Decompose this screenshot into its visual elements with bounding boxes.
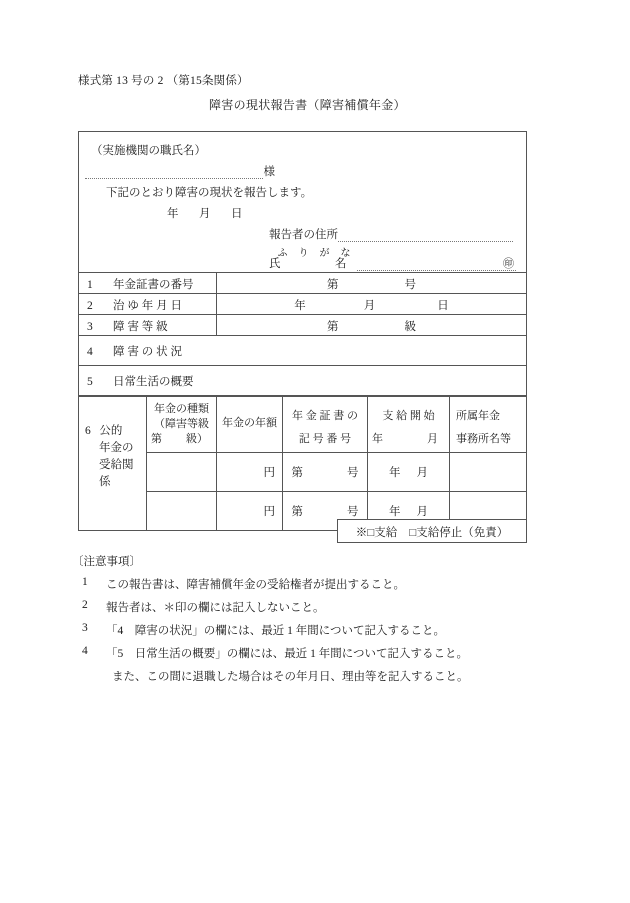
form-code: 様式第 13 号の 2 （第15条関係） [78,75,249,87]
pension-side-line-3: 受給関 [99,459,134,471]
pension-type-cell-2[interactable] [147,492,217,530]
row-2-label [79,294,216,314]
pension-certnum-cell-2[interactable]: 第 号 [283,492,368,530]
note-4-text: 「5 日常生活の概要」の欄には、最近 1 年間について記入すること。 [106,648,469,660]
asterisk-mark: ※ [355,527,368,539]
row-3-label-text: 障 害 等 級 [113,321,168,333]
seal-icon: ㊞ [503,258,514,270]
name-label-char-1: 氏 [269,258,281,270]
name-label-char-2: 名 [335,258,347,270]
row-2-value-a: 年 [294,300,306,312]
agency-name-label: （実施機関の職氏名） [91,145,206,157]
row-2-label-text: 治 ゆ 年 月 日 [113,300,182,312]
note-2-text: 報告者は、＊印の欄には記入しないこと。 [106,602,325,614]
date-month-label: 月 [199,208,211,220]
row-2-value[interactable] [216,294,526,314]
row-5-value[interactable] [216,366,526,395]
table-row [79,336,526,366]
list-item [72,576,542,592]
pension-side-line-4: 係 [99,476,111,488]
reporter-address-fill-line[interactable] [338,228,513,242]
pension-col-start-header: 支 給 開 始 年 月 [368,397,450,452]
table-row [79,315,526,336]
agency-addressee-row [85,163,275,179]
declaration-date-row [167,205,243,221]
form-main-table [78,131,527,531]
row-5-label [79,366,216,395]
notes-section [72,553,542,691]
row-3-value[interactable] [216,315,526,335]
pension-data-row [147,453,526,492]
pension-side-line-1: 6 公的 [85,425,123,437]
pension-amount-cell-2[interactable]: 円 [217,492,283,530]
reporter-address-row [269,226,514,242]
pension-side-label [79,397,146,530]
row-3-value-a: 第 [327,321,339,333]
pension-amount-cell-1[interactable]: 円 [217,453,283,491]
row-1-label-text: 年金証書の番号 [113,279,194,291]
row-4-label-text: 障 害 の 状 況 [113,346,182,358]
row-2-value-b: 月 [363,300,376,312]
note-2-number: 2 [82,599,88,611]
reporter-name-row [269,255,514,271]
row-4-label [79,336,216,365]
date-day-label: 日 [231,208,243,220]
page-title: 障害の現状報告書（障害補償年金） [209,98,406,112]
row-3-label [79,315,216,335]
note-4-continuation: また、この間に退職した場合はその年月日、理由等を記入すること。 [112,671,469,683]
payment-status-box [337,519,527,543]
row-1-number: 1 [87,279,93,291]
row-2-value-c: 日 [437,300,449,312]
row-1-value[interactable] [216,273,526,293]
row-3-number: 3 [87,321,93,333]
pension-section [79,396,526,530]
pension-office-cell-1[interactable] [450,453,526,491]
table-row [79,294,526,315]
note-3-text: 「4 障害の状況」の欄には、最近 1 年間について記入すること。 [106,625,446,637]
row-1-value-b: 号 [404,279,416,291]
row-1-value-a: 第 [327,279,339,291]
note-3-number: 3 [82,622,88,634]
date-year-label: 年 [167,208,179,220]
pension-certnum-cell-1[interactable]: 第 号 [283,453,368,491]
pension-col-certnum-header: 年 金 証 書 の 記 号 番 号 [283,397,368,452]
row-4-number: 4 [87,346,93,358]
row-3-value-b: 級 [404,321,416,333]
row-5-label-text: 日常生活の概要 [113,376,194,388]
note-4-number: 4 [82,645,88,657]
list-item [72,622,542,638]
furigana-char-3: が [319,248,330,259]
reporter-name-label [269,255,357,271]
furigana-char-2: り [298,248,309,259]
declaration-sentence: 下記のとおり障害の現状を報告します。 [106,187,313,199]
pension-col-amount-header: 年金の年額 [217,397,283,452]
furigana-char-1: ふ [277,248,288,259]
declaration-block [79,132,526,273]
list-item [72,599,542,615]
note-1-text: この報告書は、障害補償年金の受給権者が提出すること。 [106,579,405,591]
pension-side-line-2: 年金の [99,442,134,454]
pension-type-cell-1[interactable] [147,453,217,491]
note-1-number: 1 [82,576,88,588]
pension-start-cell-1[interactable]: 年 月 [368,453,450,491]
row-1-label [79,273,216,293]
reporter-address-label: 報告者の住所 [269,229,338,241]
row-4-value[interactable] [216,336,526,365]
sama-suffix: 様 [263,166,275,178]
pension-col-type-header: 年金の種類 （障害等級 第 級） [147,397,217,452]
list-item [72,645,542,661]
checkbox-payment[interactable]: □支給 [367,527,398,539]
pension-start-cell-2[interactable]: 年 月 [368,492,450,530]
reporter-name-fill-line[interactable] [357,257,516,271]
pension-header-row [147,397,526,453]
table-row [79,273,526,294]
checkbox-payment-suspended[interactable]: □支給停止（免責） [409,527,509,539]
agency-name-fill-line[interactable] [85,165,263,179]
row-6-number: 6 [85,425,91,437]
row-2-number: 2 [87,300,93,312]
table-row [79,366,526,396]
pension-grid [146,397,526,530]
furigana-char-4: な [340,248,351,259]
row-5-number: 5 [87,376,93,388]
notes-title: 〔注意事項〕 [72,556,141,568]
pension-col-office-header: 所属年金 事務所名等 [456,410,511,445]
